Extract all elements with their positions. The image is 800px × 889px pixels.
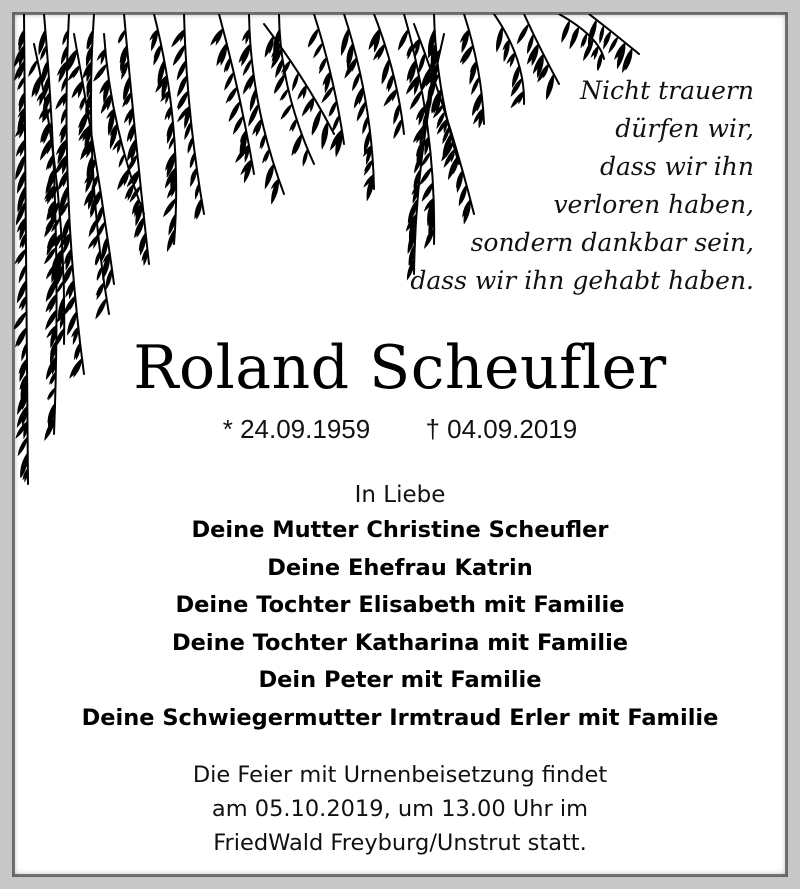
mourner-line: Deine Mutter Christine Scheufler [191, 517, 609, 543]
quote-line: sondern dankbar sein, [470, 228, 754, 257]
quote-line: dass wir ihn gehabt haben. [410, 266, 754, 295]
mourner-line: Deine Schwiegermutter Irmtraud Erler mit Familie [81, 704, 719, 731]
life-dates [0, 412, 800, 446]
quote-line: verloren haben, [553, 190, 754, 219]
ceremony-line: am 05.10.2019, um 13.00 Uhr im [211, 796, 589, 822]
ceremony-info [0, 758, 800, 860]
mourner-line: Deine Tochter Elisabeth mit Familie [175, 592, 625, 618]
death-date: † 04.09.2019 [425, 414, 578, 444]
birth-date: * 24.09.1959 [222, 414, 371, 444]
mourner-line: Dein Peter mit Familie [258, 667, 542, 693]
ceremony-line: Die Feier mit Urnenbeisetzung findet [192, 762, 608, 788]
mourners-intro: In Liebe [354, 482, 446, 508]
ceremony-line: FriedWald Freyburg/Unstrut statt. [213, 830, 587, 856]
quote-line: Nicht trauern [580, 76, 754, 105]
mourner-line: Deine Tochter Katharina mit Familie [171, 629, 629, 656]
mourner-line: Deine Ehefrau Katrin [267, 554, 533, 581]
quote-line: dürfen wir, [615, 114, 754, 143]
quote-line: dass wir ihn [599, 152, 754, 181]
memorial-quote [410, 72, 754, 300]
deceased-name: Roland Scheufler [133, 333, 667, 403]
mourners-list [0, 512, 800, 737]
